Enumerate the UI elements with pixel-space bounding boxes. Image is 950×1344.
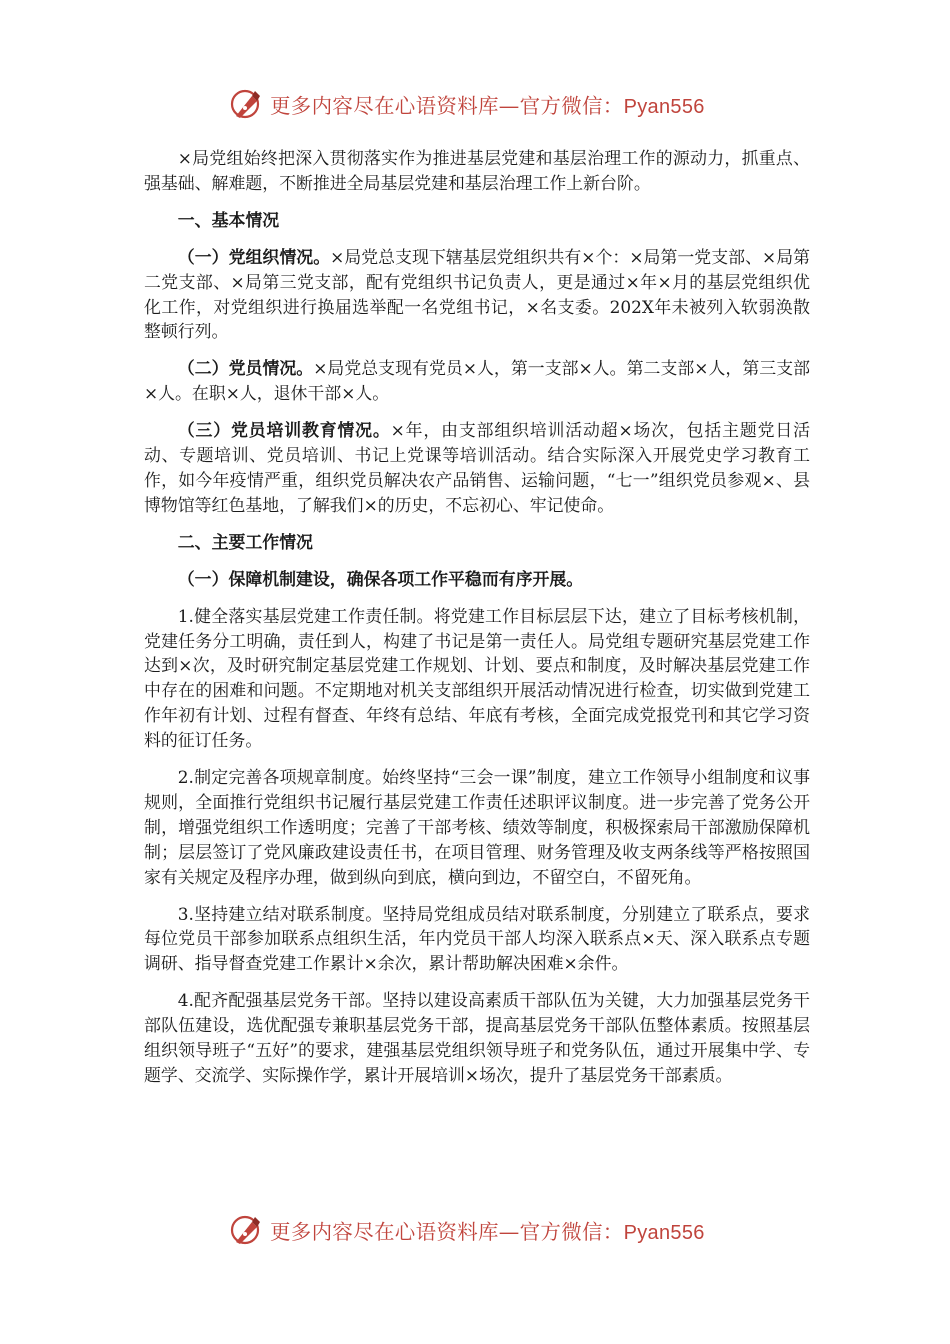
wechat-id: Pyan556 bbox=[623, 96, 705, 118]
org-title: （一）党组织情况。 bbox=[177, 246, 331, 267]
member-title: （二）党员情况。 bbox=[177, 358, 314, 379]
header-banner bbox=[228, 84, 728, 124]
member-paragraph bbox=[144, 356, 810, 406]
banner-text: 更多内容尽在心语资料库—官方微信：Pyan556 bbox=[270, 1220, 705, 1244]
wechat-id: Pyan556 bbox=[623, 1222, 705, 1244]
org-paragraph bbox=[144, 245, 810, 345]
work-paragraph-1: 1.健全落实基层党建工作责任制。将党建工作目标层层下达，建立了目标考核机制，党建任务分工明确，责任到人，构建了书记是第一责任人。局党组专题研究基层党建工作达到×次，及时研究制定基层党建工作规划、计划、要点和制度，及时解决基层党建工作中存在的困难和问题。不定期地对机关支部组织开展活动情况进行检查，切实做到党建工作年初有计划、过程有督查、年终有总结、年底有考核，全面完成党报党刊和其它学习资料的征订任务。 bbox=[144, 605, 810, 751]
document-body bbox=[144, 146, 810, 1088]
section2-heading: 二、主要工作情况 bbox=[177, 531, 313, 552]
pen-nib-logo-icon bbox=[228, 86, 264, 122]
training-paragraph bbox=[144, 418, 810, 518]
intro-paragraph: ×局党组始终把深入贯彻落实作为推进基层党建和基层治理工作的源动力，抓重点、强基础、解难题，不断推进全局基层党建和基层治理工作上新台阶。 bbox=[144, 148, 810, 193]
work-paragraph-2: 2.制定完善各项规章制度。始终坚持“三会一课”制度，建立工作领导小组制度和议事规则，全面推行党组织书记履行基层党建工作责任述职评议制度。进一步完善了党务公开制，增强党组织工作透明度；完善了干部考核、绩效等制度，积极探索局干部激励保障机制；层层签订了党风廉政建设责任书，在项目管理、财务管理及收支两条线等严格按照国家有关规定及程序办理，做到纵向到底，横向到边，不留空白，不留死角。 bbox=[144, 767, 810, 887]
banner-text: 更多内容尽在心语资料库—官方微信：Pyan556 bbox=[270, 94, 705, 118]
footer-banner bbox=[228, 1210, 728, 1250]
training-body: ×年，由支部组织培训活动超×场次，包括主题党日活动、专题培训、党员培训、书记上党课等培训活动。结合实际深入开展党史学习教育工作，如今年疫情严重，组织党员解决农产品销售、运输问题，“七一”组织党员参观×、县博物馆等红色基地，了解我们×的历史，不忘初心、牢记使命。 bbox=[144, 420, 810, 515]
training-title: （三）党员培训教育情况。 bbox=[177, 420, 391, 441]
pen-nib-logo-icon bbox=[228, 1212, 264, 1248]
work-paragraph-3: 3.坚持建立结对联系制度。坚持局党组成员结对联系制度，分别建立了联系点，要求每位党员干部参加联系点组织生活，年内党员干部人均深入联系点×天、深入联系点专题调研、指导督查党建工作累计×余次，累计帮助解决困难×余件。 bbox=[144, 903, 810, 974]
org-body: ×局党总支现下辖基层党组织共有×个：×局第一党支部、×局第二党支部、×局第三党支部，配有党组织书记负责人，更是通过×年×月的基层党组织优化工作，对党组织进行换届选举配一名党组书记，×名支委。202X年未被列入软弱涣散整顿行列。 bbox=[144, 246, 811, 342]
member-body: ×局党总支现有党员×人，第一支部×人。第二支部×人，第三支部×人。在职×人，退休干部×人。 bbox=[144, 358, 811, 404]
work-paragraph-4: 4.配齐配强基层党务干部。坚持以建设高素质干部队伍为关键，大力加强基层党务干部队伍建设，选优配强专兼职基层党务干部，提高基层党务干部队伍整体素质。按照基层组织领导班子“五好”的要求，建强基层党组织领导班子和党务队伍，通过开展集中学、专题学、交流学、实际操作学，累计开展培训×场次，提升了基层党务干部素质。 bbox=[144, 990, 810, 1085]
section2-subheading: （一）保障机制建设，确保各项工作平稳而有序开展。 bbox=[177, 568, 584, 589]
section1-heading: 一、基本情况 bbox=[177, 209, 280, 230]
